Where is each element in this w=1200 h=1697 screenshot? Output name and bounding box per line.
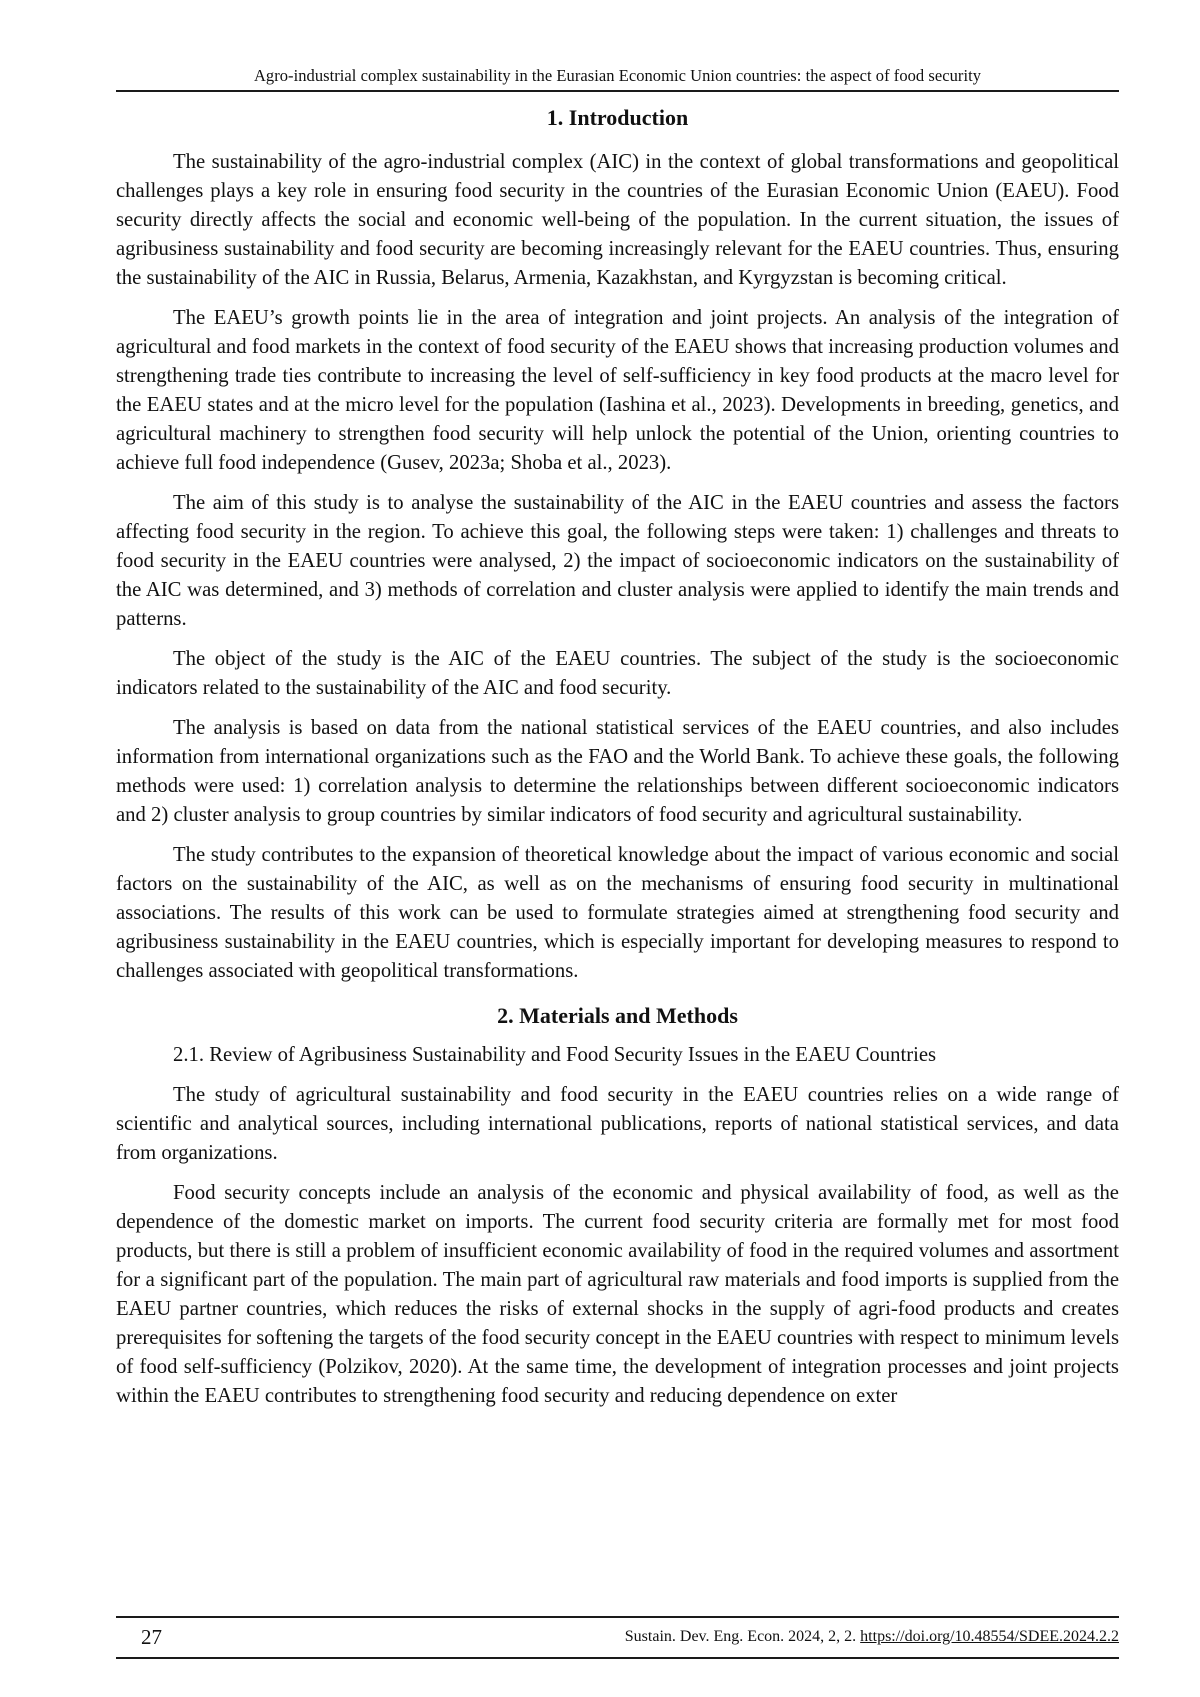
header-divider <box>116 90 1119 92</box>
section-heading-materials-methods: 2. Materials and Methods <box>497 1003 738 1028</box>
journal-citation <box>625 1626 1119 1648</box>
running-header: Agro-industrial complex sustainability in the Eurasian Economic Union countries: the aspect of food security <box>253 66 982 85</box>
intro-paragraph-6: The study contributes to the expansion of theoretical knowledge about the impact of various economic and social factors on the sustainability of the AIC, as well as on the mechanisms of ensuring food security in multinational associations. The results of this work can be used to formulate strategies aimed at strengthening food security and agribusiness sustainability in the EAEU countries, which is especially important for developing measures to respond to challenges associated with geopolitical transformations. <box>116 844 1119 982</box>
methods-paragraph-1: The study of agricultural sustainability and food security in the EAEU countries relies on a wide range of scientific and analytical sources, including international publications, reports of national statistical services, and data from organizations. <box>116 1084 1119 1164</box>
citation-text: Sustain. Dev. Eng. Econ. 2024, 2, 2. <box>624 1628 861 1645</box>
subsection-heading-2-1: 2.1. Review of Agribusiness Sustainability and Food Security Issues in the EAEU Countries <box>173 1044 937 1066</box>
footer-divider-bottom <box>116 1657 1119 1659</box>
intro-paragraph-5: The analysis is based on data from the national statistical services of the EAEU countries, and also includes information from international organizations such as the FAO and the World Bank. To achieve these goals, the following methods were used: 1) correlation analysis to determine the relationships between different socioeconomic indicators and 2) cluster analysis to group countries by similar indicators of food security and agricultural sustainability. <box>116 717 1119 826</box>
intro-paragraph-1: The sustainability of the agro-industrial complex (AIC) in the context of global transformations and geopolitical challenges plays a key role in ensuring food security in the countries of the Eurasian Economic Union (EAEU). Food security directly affects the social and economic well-being of the population. In the current situation, the issues of agribusiness sustainability and food security are becoming increasingly relevant for the EAEU countries. Thus, ensuring the sustainability of the AIC in Russia, Belarus, Armenia, Kazakhstan, and Kyrgyzstan is becoming critical. <box>116 151 1119 289</box>
intro-paragraph-3: The aim of this study is to analyse the sustainability of the AIC in the EAEU countries and assess the factors affecting food security in the region. To achieve this goal, the following steps were taken: 1) challenges and threats to food security in the EAEU countries were analysed, 2) the impact of socioeconomic indicators on the sustainability of the AIC was determined, and 3) methods of correlation and cluster analysis were applied to identify the main trends and patterns. <box>116 492 1119 630</box>
page-footer <box>116 1616 1119 1658</box>
doi-link[interactable]: https://doi.org/10.48554/SDEE.2024.2.2 <box>860 1628 1119 1645</box>
footer-row <box>116 1618 1119 1658</box>
intro-paragraph-2: The EAEU’s growth points lie in the area of integration and joint projects. An analysis of the integration of agricultural and food markets in the context of food security of the EAEU shows that increasing production volumes and strengthening trade ties contribute to increasing the level of self-sufficiency in key food products at the macro level for the EAEU states and at the micro level for the population (Iashina et al., 2023). Developments in breeding, genetics, and agricultural machinery to strengthen food security will help unlock the potential of the Union, orienting countries to achieve full food independence (Gusev, 2023a; Shoba et al., 2023). <box>116 307 1119 474</box>
intro-paragraph-4: The object of the study is the AIC of the EAEU countries. The subject of the study is the socioeconomic indicators related to the sustainability of the AIC and food security. <box>116 648 1119 699</box>
page-number: 27 <box>141 1625 162 1649</box>
page <box>116 0 1119 1422</box>
section-heading-introduction: 1. Introduction <box>546 105 689 130</box>
methods-paragraph-2: Food security concepts include an analysis of the economic and physical availability of food, as well as the dependence of the domestic market on imports. The current food security criteria are formally met for most food products, but there is still a problem of insufficient economic availability of food in the required volumes and assortment for a significant part of the population. The main part of agricultural raw materials and food imports is supplied from the EAEU partner countries, which reduces the risks of external shocks in the supply of agri-food products and creates prerequisites for softening the targets of the food security concept in the EAEU countries with respect to minimum levels of food self-sufficiency (Polzikov, 2020). At the same time, the development of integration processes and joint projects within the EAEU contributes to strengthening food security and reducing dependence on exter <box>116 1182 1119 1407</box>
